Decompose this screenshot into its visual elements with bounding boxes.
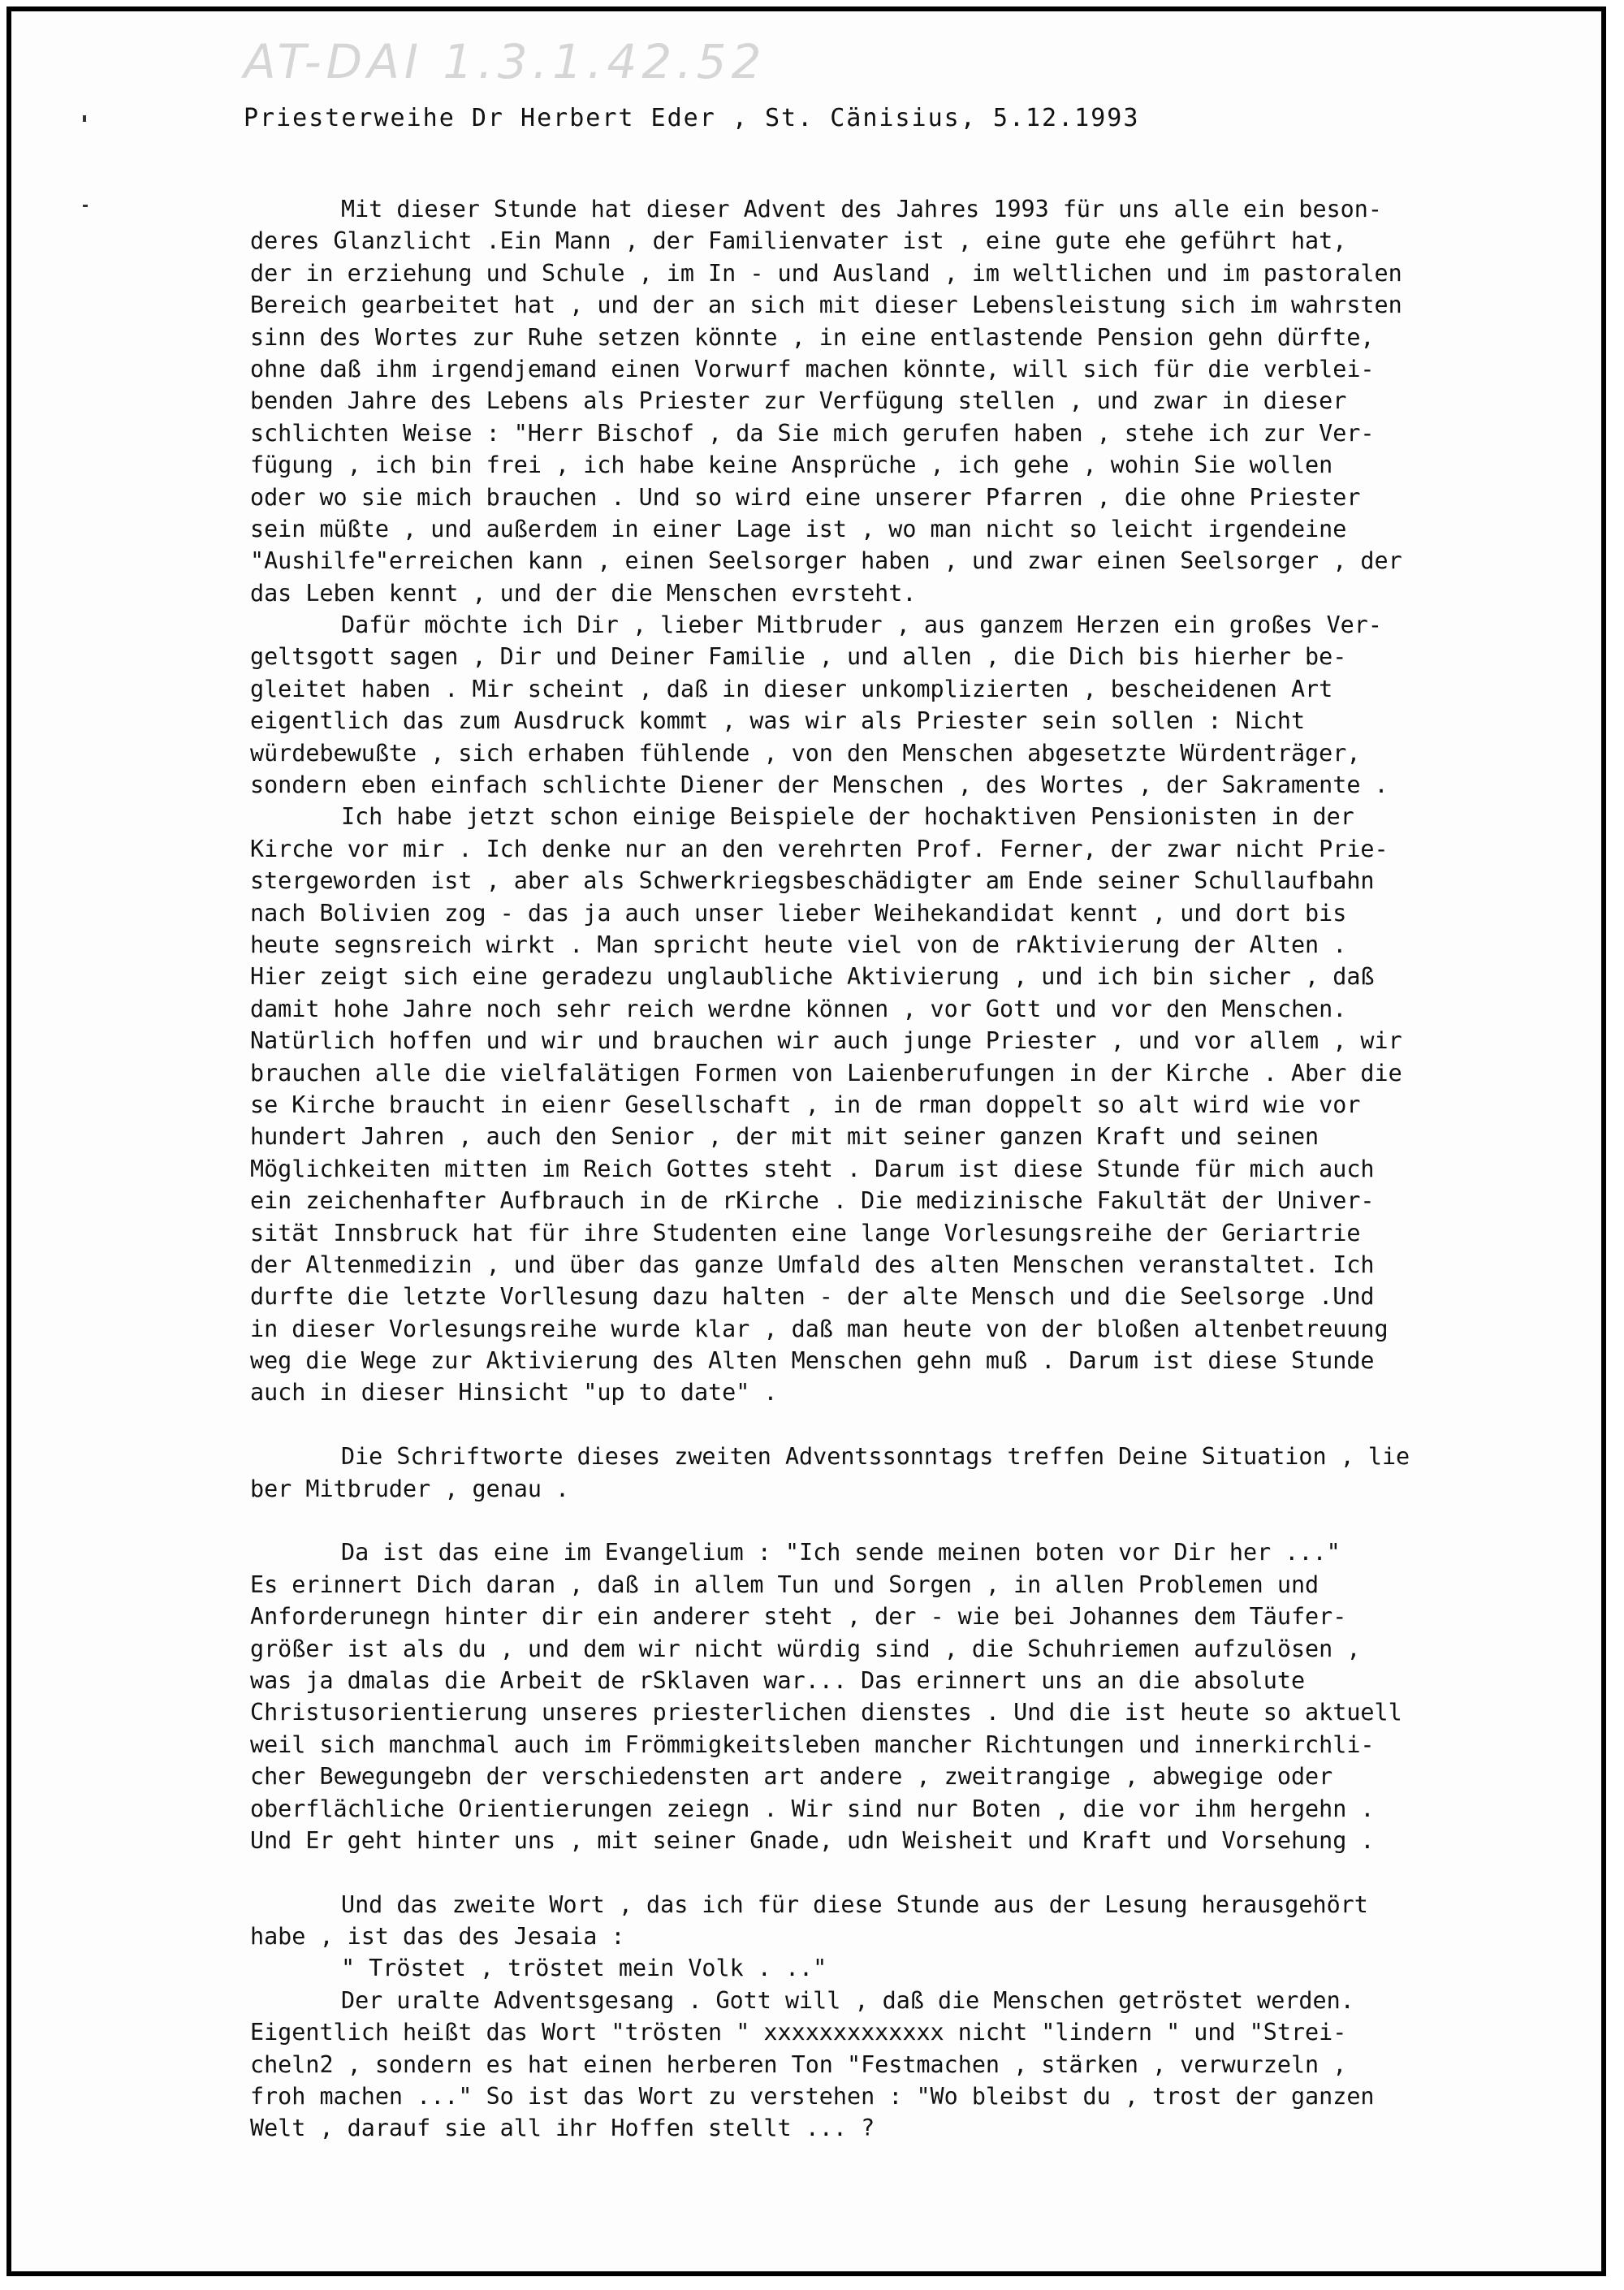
- paragraph: [250, 1536, 1582, 1856]
- text-line: Bereich gearbeitet hat , und der an sich mit dieser Lebensleistung sich im wahrsten: [250, 292, 1402, 319]
- text-line: heute segnsreich wirkt . Man spricht heute viel von de rAktivierung der Alten .: [250, 931, 1347, 958]
- text-line: Es erinnert Dich daran , daß in allem Tun und Sorgen , in allen Problemen und: [250, 1571, 1320, 1598]
- text-line: cheln2 , sondern es hat einen herberen Ton "Festmachen , stärken , verwurzeln ,: [250, 2050, 1347, 2078]
- text-line: cher Bewegungebn der verschiedensten art andere , zweitrangige , abwegige oder: [250, 1763, 1333, 1791]
- text-line: ohne daß ihm irgendjemand einen Vorwurf machen könnte, will sich für die verblei-: [250, 355, 1375, 382]
- text-line: ber Mitbruder , genau .: [250, 1475, 570, 1502]
- text-line: sein müßte , und außerdem in einer Lage ist , wo man nicht so leicht irgendeine: [250, 515, 1347, 542]
- paragraph: [250, 193, 1582, 609]
- text-line: durfte die letzte Vorllesung dazu halten - der alte Mensch und die Seelsorge .Und: [250, 1283, 1375, 1311]
- margin-mark: [83, 115, 86, 122]
- paragraph: [250, 1441, 1582, 1505]
- text-line: Christusorientierung unseres priesterlichen dienstes . Und die ist heute so aktuell: [250, 1699, 1402, 1726]
- text-line: Und Er geht hinter uns , mit seiner Gnade, udn Weisheit und Kraft und Vorsehung .: [250, 1826, 1375, 1854]
- text-line: hundert Jahren , auch den Senior , der mit mit seiner ganzen Kraft und seinen: [250, 1123, 1320, 1151]
- text-line: in dieser Vorlesungsreihe wurde klar , daß man heute von der bloßen altenbetreuung: [250, 1315, 1389, 1342]
- text-line: habe , ist das des Jesaia :: [250, 1923, 625, 1951]
- text-line: froh machen ..." So ist das Wort zu verstehen : "Wo bleibst du , trost der ganzen: [250, 2083, 1375, 2111]
- archive-reference: AT-DAI 1.3.1.42.52: [244, 34, 767, 89]
- paragraph: [250, 801, 1582, 1408]
- text-line: eigentlich das zum Ausdruck kommt , was wir als Priester sein sollen : Nicht: [250, 707, 1306, 735]
- text-line: Ich habe jetzt schon einige Beispiele der hochaktiven Pensionisten in der: [341, 803, 1354, 831]
- text-line: größer ist als du , und dem wir nicht würdig sind , die Schuhriemen aufzulösen ,: [250, 1635, 1361, 1662]
- text-line: Eigentlich heißt das Wort "trösten " xxxxxxxxxxxxx nicht "lindern " und "Strei-: [250, 2019, 1347, 2046]
- text-line: der in erziehung und Schule , im In - und Ausland , im weltlichen und im pastoralen: [250, 259, 1402, 287]
- document-title: Priesterweihe Dr Herbert Eder , St. Cänisius, 5.12.1993: [244, 104, 1140, 132]
- text-line: Hier zeigt sich eine geradezu unglaubliche Aktivierung , und ich bin sicher , daß: [250, 963, 1375, 991]
- text-line: Kirche vor mir . Ich denke nur an den verehrten Prof. Ferner, der zwar nicht Prie-: [250, 835, 1389, 862]
- text-line: Welt , darauf sie all ihr Hoffen stellt ... ?: [250, 2115, 875, 2142]
- text-line: Möglichkeiten mitten im Reich Gottes steht . Darum ist diese Stunde für mich auch: [250, 1155, 1375, 1182]
- text-line: Mit dieser Stunde hat dieser Advent des Jahres 1993 für uns alle ein beson-: [341, 196, 1382, 223]
- text-line: benden Jahre des Lebens als Priester zur Verfügung stellen , und zwar in dieser: [250, 387, 1347, 415]
- paragraph: [250, 1889, 1582, 1953]
- text-line: Die Schriftworte dieses zweiten Adventssonntags treffen Deine Situation , lie: [341, 1443, 1410, 1471]
- text-line: damit hohe Jahre noch sehr reich werdne können , vor Gott und vor den Menschen.: [250, 995, 1347, 1022]
- text-line: ein zeichenhafter Aufbrauch in de rKirche . Die medizinische Fakultät der Univer-: [250, 1187, 1375, 1215]
- text-line: der Altenmedizin , und über das ganze Umfald des alten Menschen veranstaltet. Ich: [250, 1251, 1375, 1278]
- text-line: oder wo sie mich brauchen . Und so wird eine unserer Pfarren , die ohne Priester: [250, 483, 1361, 511]
- text-line: das Leben kennt , und der die Menschen evrsteht.: [250, 579, 917, 607]
- text-line: Da ist das eine im Evangelium : "Ich sende meinen boten vor Dir her ...": [341, 1539, 1341, 1566]
- text-line: sinn des Wortes zur Ruhe setzen könnte , in eine entlastende Pension gehn dürfte,: [250, 323, 1375, 351]
- text-line: sität Innsbruck hat für ihre Studenten eine lange Vorlesungsreihe der Geriartrie: [250, 1219, 1361, 1247]
- text-line: se Kirche braucht in eienr Gesellschaft , in de rman doppelt so alt wird wie vor: [250, 1091, 1361, 1118]
- text-line: deres Glanzlicht .Ein Mann , der Familienvater ist , eine gute ehe geführt hat,: [250, 227, 1347, 255]
- text-line: sondern eben einfach schlichte Diener der Menschen , des Wortes , der Sakramente .: [250, 771, 1389, 799]
- paragraph: [250, 1985, 1582, 2145]
- text-line: stergeworden ist , aber als Schwerkriegsbeschädigter am Ende seiner Schullaufbahn: [250, 867, 1375, 895]
- text-line: oberflächliche Orientierungen zeiegn . Wir sind nur Boten , die vor ihm hergehn .: [250, 1795, 1375, 1822]
- text-line: schlichten Weise : "Herr Bischof , da Sie mich gerufen haben , stehe ich zur Ver-: [250, 419, 1375, 447]
- text-line: was ja dmalas die Arbeit de rSklaven war... Das erinnert uns an die absolute: [250, 1666, 1306, 1694]
- text-line: " Tröstet , tröstet mein Volk . ..": [341, 1955, 827, 1982]
- text-line: Der uralte Adventsgesang . Gott will , daß die Menschen getröstet werden.: [341, 1986, 1354, 2014]
- document-body: [250, 193, 1582, 2145]
- text-line: Natürlich hoffen und wir und brauchen wir auch junge Priester , und vor allem , wir: [250, 1027, 1402, 1055]
- text-line: gleitet haben . Mir scheint , daß in dieser unkomplizierten , bescheidenen Art: [250, 675, 1333, 702]
- text-line: fügung , ich bin frei , ich habe keine Ansprüche , ich gehe , wohin Sie wollen: [250, 452, 1333, 479]
- text-line: weg die Wege zur Aktivierung des Alten Menschen gehn muß . Darum ist diese Stunde: [250, 1347, 1375, 1375]
- paragraph: [250, 609, 1582, 801]
- text-line: brauchen alle die vielfalätigen Formen von Laienberufungen in der Kirche . Aber die: [250, 1059, 1402, 1087]
- text-line: nach Bolivien zog - das ja auch unser lieber Weihekandidat kennt , und dort bis: [250, 899, 1347, 927]
- text-line: geltsgott sagen , Dir und Deiner Familie , und allen , die Dich bis hierher be-: [250, 643, 1347, 671]
- text-line: Dafür möchte ich Dir , lieber Mitbruder , aus ganzem Herzen ein großes Ver-: [341, 611, 1382, 639]
- paragraph: [250, 1952, 1582, 1984]
- text-line: Anforderunegn hinter dir ein anderer steht , der - wie bei Johannes dem Täufer-: [250, 1603, 1347, 1631]
- text-line: weil sich manchmal auch im Frömmigkeitsleben mancher Richtungen und innerkirchli-: [250, 1730, 1375, 1758]
- margin-mark: [83, 205, 88, 207]
- text-line: auch in dieser Hinsicht "up to date" .: [250, 1379, 778, 1406]
- text-line: "Aushilfe"erreichen kann , einen Seelsorger haben , und zwar einen Seelsorger , der: [250, 547, 1402, 575]
- text-line: Und das zweite Wort , das ich für diese Stunde aus der Lesung herausgehört: [341, 1890, 1368, 1918]
- text-line: würdebewußte , sich erhaben fühlende , von den Menschen abgesetzte Würdenträger,: [250, 739, 1361, 767]
